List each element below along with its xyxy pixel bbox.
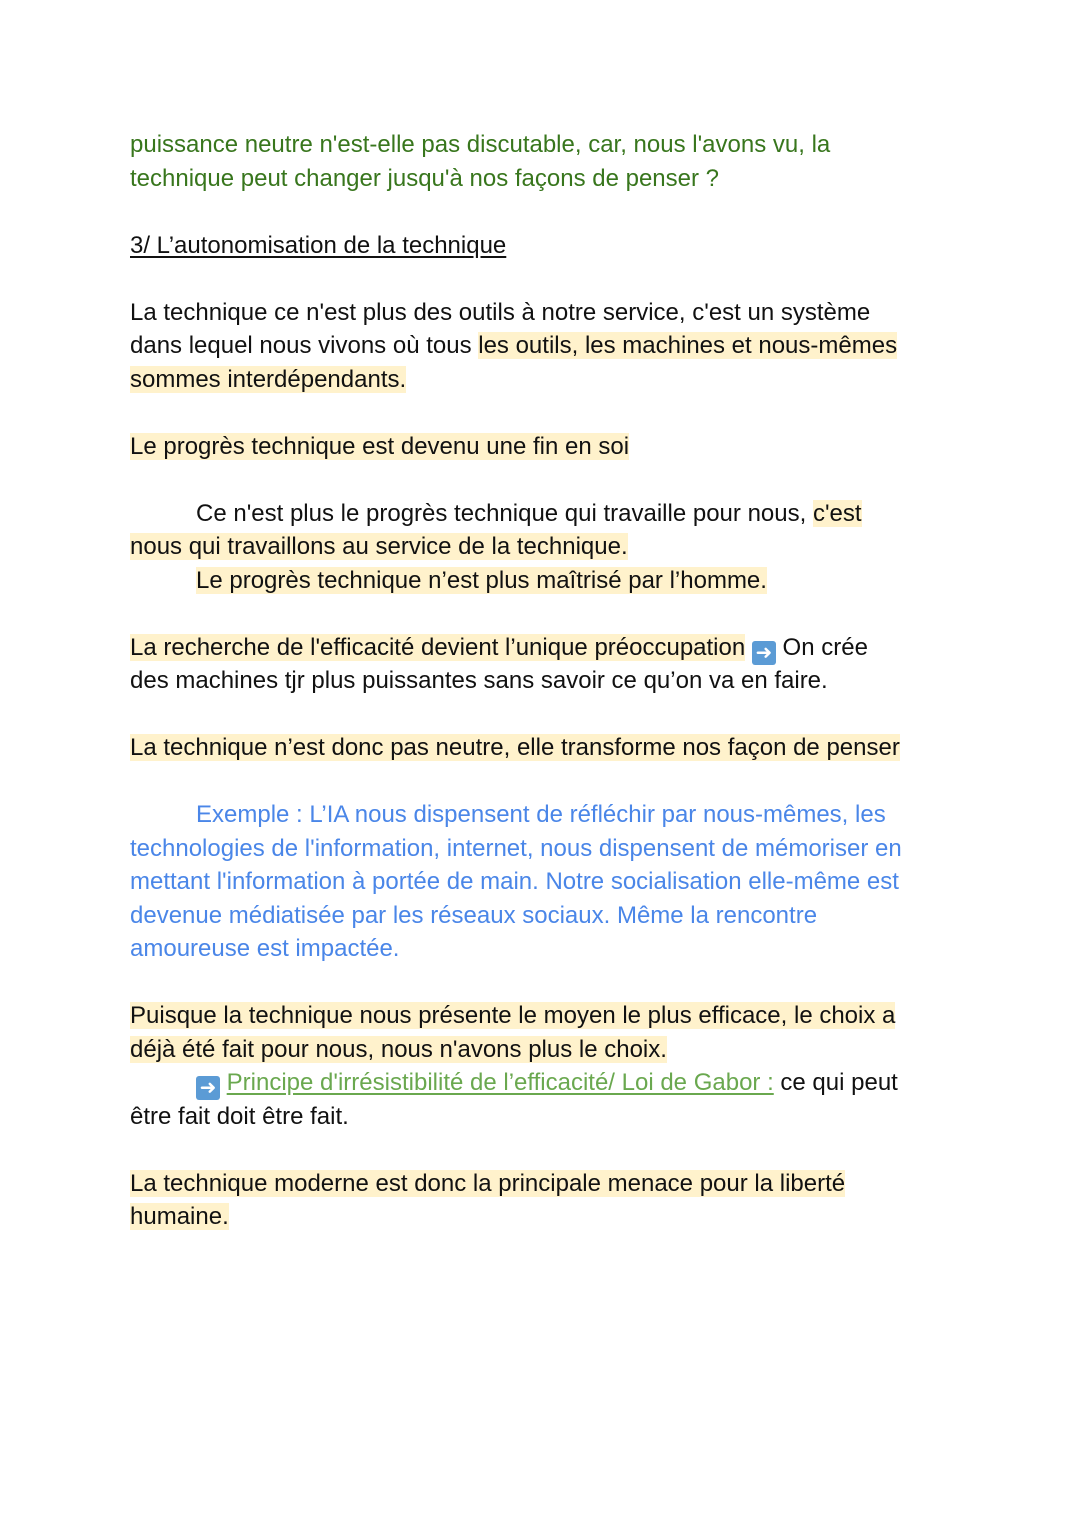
arrow-right-icon: ➜ xyxy=(752,641,776,665)
text-line xyxy=(130,162,960,196)
text-segment: On crée xyxy=(775,633,868,661)
highlighted-text: nous qui travaillons au service de la technique. xyxy=(130,533,628,560)
blank-line xyxy=(130,765,960,799)
arrow-right-icon: ➜ xyxy=(196,1076,220,1100)
text-segment: La technique ce n'est plus des outils à notre service, c'est un système xyxy=(130,298,871,326)
highlighted-text: Puisque la technique nous présente le moyen le plus efficace, le choix a xyxy=(130,1002,896,1029)
document-body xyxy=(130,128,960,1234)
text-segment: mettant l'information à portée de main. Notre socialisation elle-même est xyxy=(130,868,899,895)
blank-line xyxy=(130,597,960,631)
text-line xyxy=(130,1033,960,1067)
blank-line xyxy=(130,1133,960,1167)
text-line xyxy=(130,631,960,665)
highlighted-text: les outils, les machines et nous-mêmes xyxy=(478,332,898,359)
text-segment: ce qui peut xyxy=(773,1069,898,1096)
text-segment: Ce n'est plus le progrès technique qui travaille pour nous, xyxy=(196,499,813,527)
highlighted-text: Le progrès technique n’est plus maîtrisé par l’homme. xyxy=(196,566,767,594)
text-line xyxy=(130,899,960,933)
text-segment xyxy=(745,634,752,661)
text-line xyxy=(130,932,960,966)
highlighted-text: sommes interdépendants. xyxy=(130,365,407,393)
highlighted-text: Le progrès technique est devenu une fin en soi xyxy=(130,432,630,460)
text-line xyxy=(130,564,960,598)
text-segment: technologies de l'information, internet, nous dispensent de mémoriser en xyxy=(130,834,902,862)
text-line xyxy=(130,999,960,1033)
text-line xyxy=(130,664,960,698)
text-segment: des machines tjr plus puissantes sans savoir ce qu’on va en faire. xyxy=(130,667,828,694)
text-segment xyxy=(220,1069,227,1096)
text-line xyxy=(130,363,960,397)
text-line xyxy=(130,430,960,464)
highlighted-text: humaine. xyxy=(130,1203,229,1230)
text-segment: devenue médiatisée par les réseaux sociaux. Même la rencontre xyxy=(130,901,818,929)
text-line xyxy=(130,497,960,531)
blank-line xyxy=(130,463,960,497)
blank-line xyxy=(130,698,960,732)
text-segment: dans lequel nous vivons où tous xyxy=(130,332,479,359)
blank-line xyxy=(130,195,960,229)
text-line xyxy=(130,731,960,765)
principle-link[interactable]: Principe d'irrésistibilité de l’efficacité/ Loi de Gabor : xyxy=(226,1069,774,1096)
blank-line xyxy=(130,262,960,296)
text-segment: être fait doit être fait. xyxy=(130,1102,349,1130)
blank-line xyxy=(130,396,960,430)
text-line xyxy=(130,1167,960,1201)
text-line xyxy=(130,296,960,330)
text-line xyxy=(130,1100,960,1134)
text-line xyxy=(130,530,960,564)
text-line xyxy=(130,1200,960,1234)
highlighted-text: La technique n’est donc pas neutre, elle transforme nos façon de penser xyxy=(130,734,900,761)
text-line xyxy=(130,798,960,832)
text-line xyxy=(130,1066,960,1100)
blank-line xyxy=(130,966,960,1000)
text-line xyxy=(130,329,960,363)
highlighted-text: La technique moderne est donc la principale menace pour la liberté xyxy=(130,1169,846,1197)
section-heading xyxy=(130,229,960,263)
highlighted-text: c'est xyxy=(812,499,862,527)
text-segment: Exemple : L’IA nous dispensent de réfléchir par nous-mêmes, les xyxy=(196,801,886,828)
text-segment: technique peut changer jusqu'à nos façons de penser ? xyxy=(130,164,720,192)
text-line xyxy=(130,832,960,866)
text-line xyxy=(130,128,960,162)
text-segment: amoureuse est impactée. xyxy=(130,935,400,962)
text-line xyxy=(130,865,960,899)
text-segment: 3/ L’autonomisation de la technique xyxy=(130,231,507,259)
text-segment: puissance neutre n'est-elle pas discutable, car, nous l'avons vu, la xyxy=(130,131,831,158)
highlighted-text: déjà été fait pour nous, nous n'avons plus le choix. xyxy=(130,1035,667,1063)
highlighted-text: La recherche de l'efficacité devient l’unique préoccupation xyxy=(130,633,746,661)
